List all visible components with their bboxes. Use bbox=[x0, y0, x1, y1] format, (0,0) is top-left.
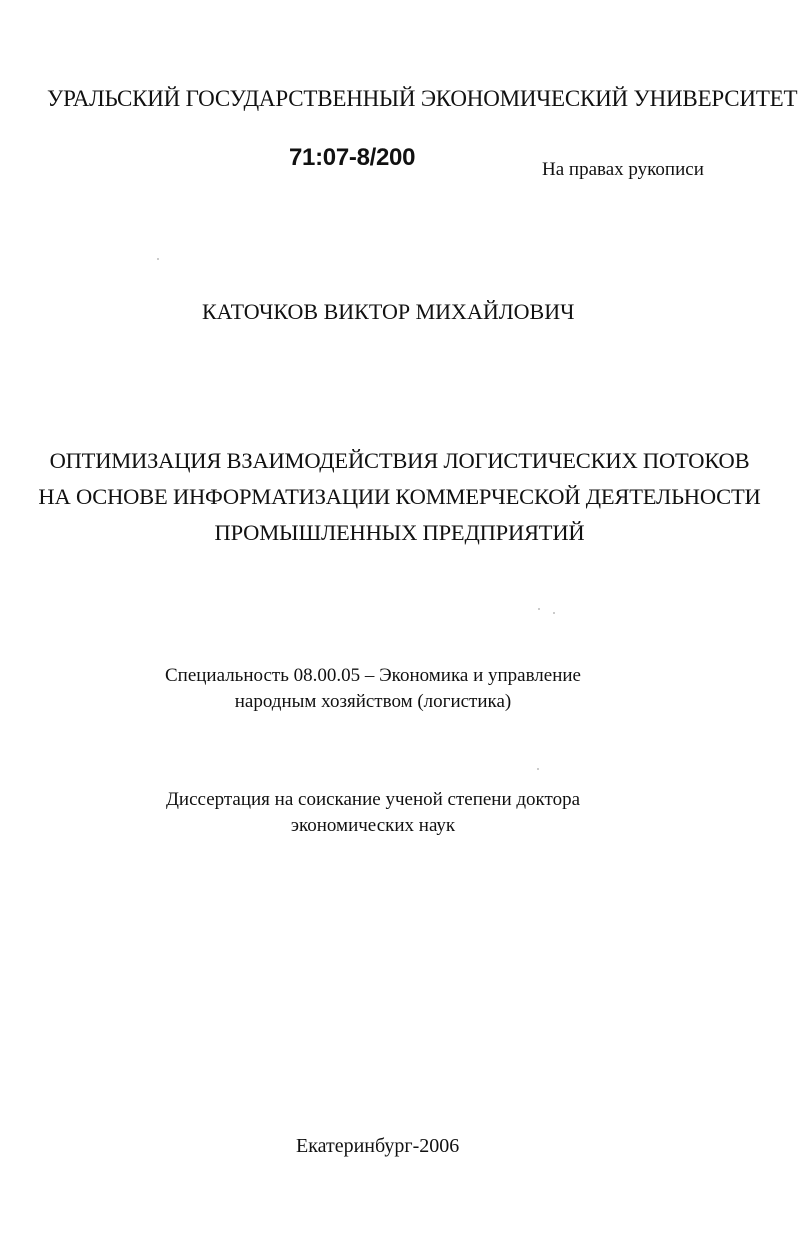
title-line-3: ПРОМЫШЛЕННЫХ ПРЕДПРИЯТИЙ bbox=[214, 520, 585, 545]
city-year: Екатеринбург-2006 bbox=[296, 1135, 460, 1157]
author-name: КАТОЧКОВ ВИКТОР МИХАЙЛОВИЧ bbox=[202, 299, 575, 324]
dissertation-title bbox=[0, 443, 799, 551]
degree-line-1: Диссертация на соискание ученой степени доктора bbox=[165, 789, 581, 810]
degree-statement bbox=[0, 787, 746, 839]
specialty-line-2: народным хозяйством (логистика) bbox=[234, 691, 512, 712]
scan-speck bbox=[537, 768, 539, 770]
specialty-block bbox=[0, 663, 746, 715]
title-line-2: НА ОСНОВЕ ИНФОРМАТИЗАЦИИ КОММЕРЧЕСКОЙ ДЕЯТЕЛЬНОСТИ bbox=[38, 484, 761, 509]
university-name: УРАЛЬСКИЙ ГОСУДАРСТВЕННЫЙ ЭКОНОМИЧЕСКИЙ УНИВЕРСИТЕТ bbox=[47, 86, 798, 111]
scan-speck bbox=[538, 608, 540, 610]
scan-speck bbox=[157, 258, 159, 260]
scan-speck bbox=[553, 612, 555, 614]
specialty-line-1: Специальность 08.00.05 – Экономика и управление bbox=[164, 665, 581, 686]
degree-line-2: экономических наук bbox=[290, 815, 456, 836]
title-line-1: ОПТИМИЗАЦИЯ ВЗАИМОДЕЙСТВИЯ ЛОГИСТИЧЕСКИХ ПОТОКОВ bbox=[49, 448, 750, 473]
catalog-number: 71:07-8/200 bbox=[289, 144, 416, 171]
rights-notice: На правах рукописи bbox=[542, 159, 704, 180]
